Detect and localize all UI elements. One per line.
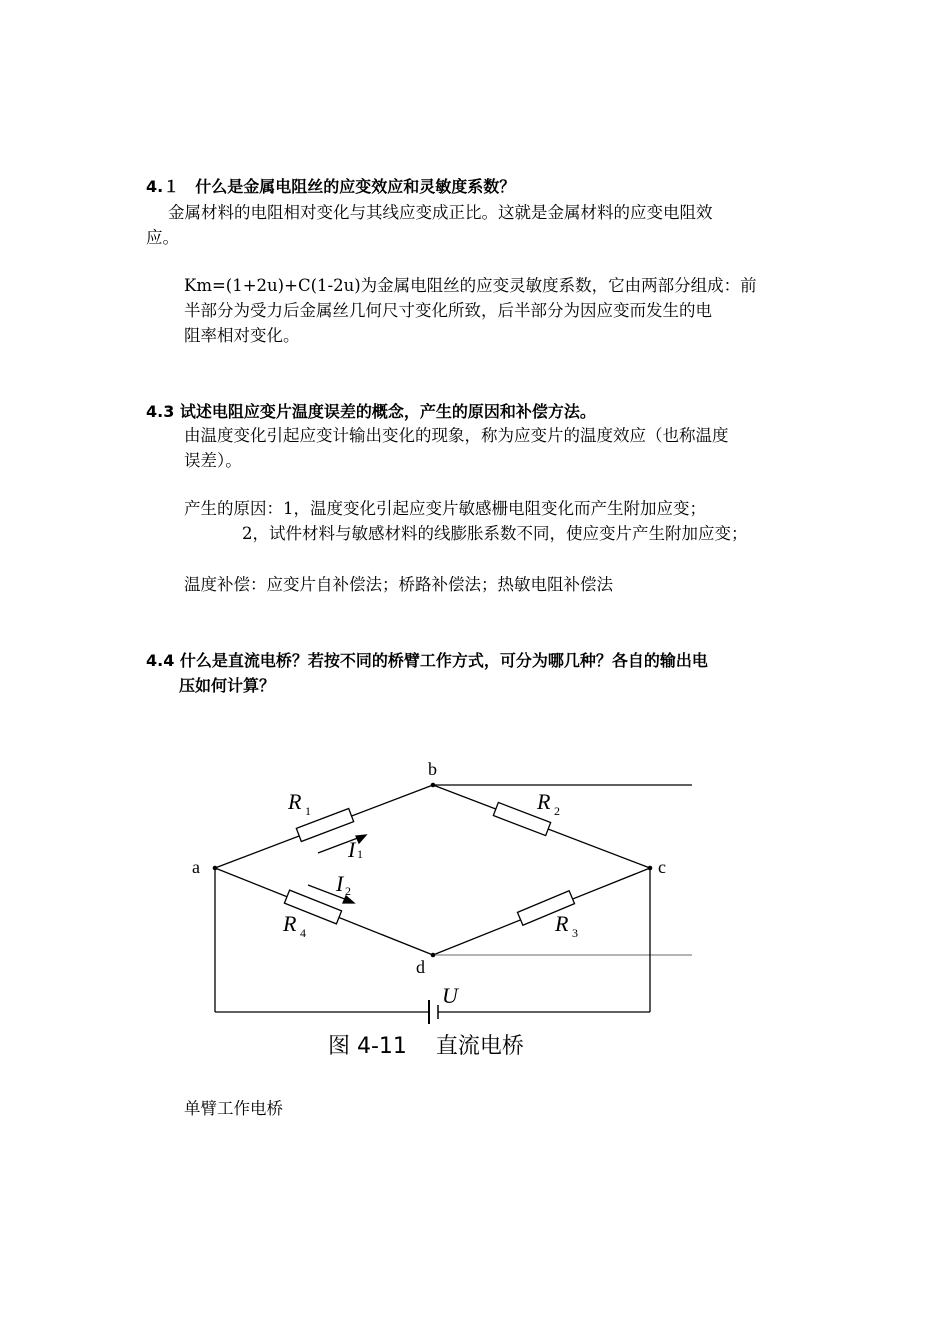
r1-subscript: 1: [305, 804, 311, 818]
cause-1: 产生的原因：1，温度变化引起应变片敏感栅电阻变化而产生附加应变；: [184, 499, 706, 518]
answer-4-1-line1: 金属材料的电阻相对变化与其线应变成正比。这就是金属材料的应变电阻效: [168, 203, 713, 222]
km-definition-line1: Km=(1+2u)+C(1-2u)为金属电阻丝的应变灵敏度系数，它由两部分组成：前: [184, 276, 757, 295]
current-arrow-i1-head: [356, 835, 366, 843]
heading-4-3: 4.3 试述电阻应变片温度误差的概念，产生的原因和补偿方法。: [146, 402, 596, 421]
answer-4-3-line2: 误差）。: [184, 451, 242, 470]
r1-label: R: [288, 789, 302, 814]
i1-label: I: [348, 837, 356, 862]
r4-label: R: [283, 911, 297, 936]
node-c-label: c: [658, 857, 666, 877]
km-definition-line3: 阻率相对变化。: [184, 326, 300, 345]
heading-4-4-line1: 4.4 什么是直流电桥？若按不同的桥臂工作方式，可分为哪几种？各自的输出电: [146, 651, 708, 670]
r2-subscript: 2: [554, 804, 560, 818]
source-u-label: U: [442, 983, 458, 1008]
node-d-label: d: [416, 957, 425, 977]
node-a-label: a: [192, 857, 200, 877]
i2-subscript: 2: [345, 884, 351, 898]
heading-4-4-line2: 压如何计算？: [179, 676, 276, 695]
figure-caption: 图 4-11 直流电桥: [328, 1034, 524, 1059]
r4-subscript: 4: [300, 926, 306, 940]
answer-4-3-line1: 由温度变化引起应变计输出变化的现象，称为应变片的温度效应（也称温度: [184, 426, 729, 445]
r2-label: R: [537, 789, 551, 814]
r3-subscript: 3: [572, 926, 578, 940]
km-definition-line2: 半部分为受力后金属丝几何尺寸变化所致，后半部分为因应变而发生的电: [184, 301, 712, 320]
node-c-dot: [648, 866, 653, 871]
compensation-methods: 温度补偿：应变片自补偿法；桥路补偿法；热敏电阻补偿法: [184, 575, 613, 594]
i2-label: I: [336, 871, 344, 896]
cause-2: 2，试件材料与敏感材料的线膨胀系数不同，使应变片产生附加应变；: [242, 524, 748, 543]
single-arm-bridge: 单臂工作电桥: [184, 1099, 283, 1118]
node-b-dot: [431, 783, 436, 788]
r3-label: R: [555, 911, 569, 936]
node-d-dot: [431, 953, 436, 958]
dc-bridge-figure: [180, 745, 710, 1065]
node-a-dot: [213, 866, 218, 871]
answer-4-1-line2: 应。: [146, 228, 179, 247]
node-b-label: b: [428, 759, 437, 779]
heading-4-1: 4.１ 什么是金属电阻丝的应变效应和灵敏度系数？: [146, 177, 516, 196]
current-arrow-i2: [308, 885, 350, 901]
i1-subscript: 1: [357, 847, 363, 861]
